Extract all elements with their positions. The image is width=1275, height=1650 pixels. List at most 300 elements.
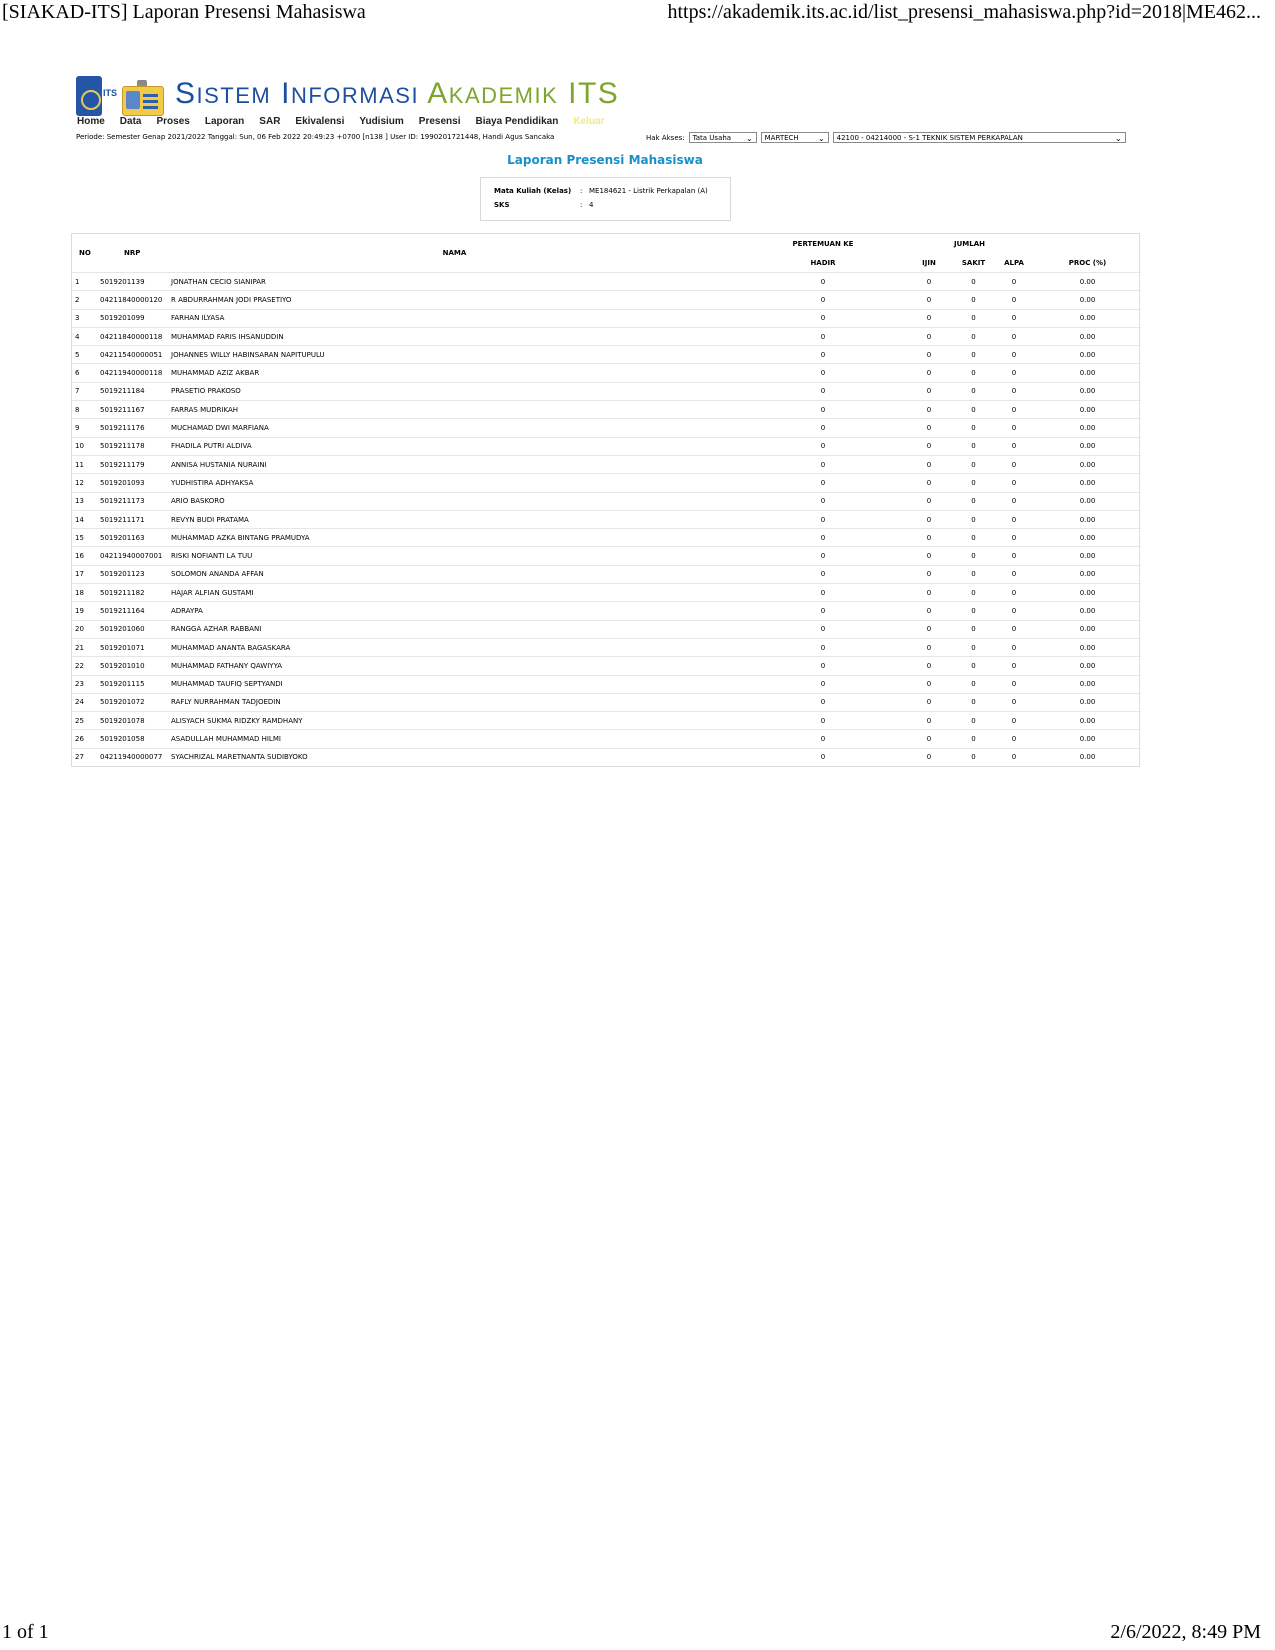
- cell-hadir: 0: [741, 309, 905, 327]
- cell-no: 14: [72, 510, 97, 528]
- cell-nama: RISKI NOFIANTI LA TUU: [168, 547, 741, 565]
- session-info: Periode: Semester Genap 2021/2022 Tanggal: Sun, 06 Feb 2022 20:49:23 +0700 [n138 ] User ID: 1990201721448, Handi Agus Sancaka: [76, 133, 555, 141]
- cell-sakit: 0: [953, 382, 994, 400]
- cell-ijin: 0: [905, 474, 953, 492]
- role-select-value: Tata Usaha: [692, 134, 732, 142]
- cell-hadir: 0: [741, 327, 905, 345]
- col-sakit: SAKIT: [961, 259, 986, 267]
- col-pertemuan: PERTEMUAN KE: [792, 240, 854, 248]
- cell-no: 19: [72, 602, 97, 620]
- cell-nrp: 5019211176: [97, 419, 168, 437]
- col-alpa: ALPA: [1004, 259, 1024, 267]
- cell-nrp: 5019211167: [97, 401, 168, 419]
- cell-proc: 0.00: [1034, 455, 1141, 473]
- cell-alpa: 0: [994, 364, 1034, 382]
- cell-ijin: 0: [905, 364, 953, 382]
- cell-proc: 0.00: [1034, 510, 1141, 528]
- cell-proc: 0.00: [1034, 419, 1141, 437]
- cell-ijin: 0: [905, 620, 953, 638]
- cell-nrp: 5019201093: [97, 474, 168, 492]
- cell-nama: YUDHISTIRA ADHYAKSA: [168, 474, 741, 492]
- cell-hadir: 0: [741, 273, 905, 291]
- chevron-down-icon: ⌄: [745, 134, 753, 143]
- cell-nrp: 5019201071: [97, 638, 168, 656]
- cell-sakit: 0: [953, 547, 994, 565]
- cell-nama: MUHAMMAD FARIS IHSANUDDIN: [168, 327, 741, 345]
- sks-value: 4: [589, 201, 594, 209]
- cell-ijin: 0: [905, 730, 953, 748]
- print-footer: [0, 1620, 1275, 1644]
- cell-alpa: 0: [994, 584, 1034, 602]
- menu-item-home[interactable]: Home: [77, 116, 105, 127]
- cell-alpa: 0: [994, 309, 1034, 327]
- cell-nama: RANGGA AZHAR RABBANI: [168, 620, 741, 638]
- cell-alpa: 0: [994, 565, 1034, 583]
- cell-alpa: 0: [994, 510, 1034, 528]
- its-emblem-icon: [76, 76, 102, 116]
- cell-nama: MUHAMMAD ANANTA BAGASKARA: [168, 638, 741, 656]
- cell-nrp: 5019211182: [97, 584, 168, 602]
- chevron-down-icon: ⌄: [817, 134, 825, 143]
- sks-sep: :: [580, 201, 583, 209]
- cell-ijin: 0: [905, 291, 953, 309]
- menu-item-biaya-pendidikan[interactable]: Biaya Pendidikan: [475, 116, 559, 127]
- cell-hadir: 0: [741, 657, 905, 675]
- cell-nama: MUHAMMAD FATHANY QAWIYYA: [168, 657, 741, 675]
- sks-row: [494, 201, 593, 209]
- cell-proc: 0.00: [1034, 382, 1141, 400]
- cell-hadir: 0: [741, 437, 905, 455]
- cell-nama: MUHAMMAD TAUFIQ SEPTYANDI: [168, 675, 741, 693]
- cell-sakit: 0: [953, 565, 994, 583]
- cell-no: 8: [72, 401, 97, 419]
- table-row: [72, 693, 1141, 711]
- cell-alpa: 0: [994, 437, 1034, 455]
- cell-no: 16: [72, 547, 97, 565]
- cell-alpa: 0: [994, 657, 1034, 675]
- cell-no: 15: [72, 529, 97, 547]
- cell-alpa: 0: [994, 327, 1034, 345]
- cell-proc: 0.00: [1034, 474, 1141, 492]
- menu-item-sar[interactable]: SAR: [259, 116, 281, 127]
- cell-sakit: 0: [953, 584, 994, 602]
- faculty-select[interactable]: [761, 132, 829, 143]
- cell-hadir: 0: [741, 693, 905, 711]
- cell-no: 26: [72, 730, 97, 748]
- cell-hadir: 0: [741, 620, 905, 638]
- cell-sakit: 0: [953, 638, 994, 656]
- cell-sakit: 0: [953, 346, 994, 364]
- cell-nrp: 5019201060: [97, 620, 168, 638]
- cell-proc: 0.00: [1034, 565, 1141, 583]
- cell-hadir: 0: [741, 602, 905, 620]
- table-row: [72, 437, 1141, 455]
- hak-akses-label: Hak Akses:: [646, 133, 685, 142]
- cell-proc: 0.00: [1034, 346, 1141, 364]
- cell-alpa: 0: [994, 419, 1034, 437]
- cell-no: 11: [72, 455, 97, 473]
- cell-nrp: 5019211179: [97, 455, 168, 473]
- cell-sakit: 0: [953, 693, 994, 711]
- cell-ijin: 0: [905, 419, 953, 437]
- cell-proc: 0.00: [1034, 327, 1141, 345]
- cell-hadir: 0: [741, 401, 905, 419]
- cell-ijin: 0: [905, 675, 953, 693]
- cell-ijin: 0: [905, 602, 953, 620]
- cell-sakit: 0: [953, 748, 994, 766]
- print-datetime: 2/6/2022, 8:49 PM: [1110, 1621, 1261, 1643]
- cell-proc: 0.00: [1034, 401, 1141, 419]
- cell-sakit: 0: [953, 712, 994, 730]
- cell-no: 17: [72, 565, 97, 583]
- cell-proc: 0.00: [1034, 547, 1141, 565]
- cell-nama: ARIO BASKORO: [168, 492, 741, 510]
- cell-ijin: 0: [905, 327, 953, 345]
- cell-ijin: 0: [905, 309, 953, 327]
- cell-nama: REVYN BUDI PRATAMA: [168, 510, 741, 528]
- cell-ijin: 0: [905, 455, 953, 473]
- cell-ijin: 0: [905, 565, 953, 583]
- cell-nama: ANNISA HUSTANIA NURAINI: [168, 455, 741, 473]
- table-row: [72, 657, 1141, 675]
- program-select-value: 42100 - 04214000 - S-1 TEKNIK SISTEM PERKAPALAN: [836, 134, 1023, 142]
- cell-nama: SYACHRIZAL MARETNANTA SUDIBYOKO: [168, 748, 741, 766]
- attendance-table-body: [72, 273, 1141, 767]
- cell-proc: 0.00: [1034, 693, 1141, 711]
- cell-no: 23: [72, 675, 97, 693]
- cell-alpa: 0: [994, 620, 1034, 638]
- siakad-logo[interactable]: [76, 74, 620, 118]
- cell-sakit: 0: [953, 474, 994, 492]
- cell-no: 2: [72, 291, 97, 309]
- cell-ijin: 0: [905, 492, 953, 510]
- cell-ijin: 0: [905, 712, 953, 730]
- cell-nrp: 5019211173: [97, 492, 168, 510]
- cell-hadir: 0: [741, 291, 905, 309]
- cell-sakit: 0: [953, 602, 994, 620]
- cell-nama: MUCHAMAD DWI MARFIANA: [168, 419, 741, 437]
- menu-item-laporan[interactable]: Laporan: [204, 116, 245, 127]
- cell-proc: 0.00: [1034, 291, 1141, 309]
- cell-ijin: 0: [905, 510, 953, 528]
- cell-sakit: 0: [953, 273, 994, 291]
- cell-alpa: 0: [994, 712, 1034, 730]
- table-row: [72, 602, 1141, 620]
- cell-sakit: 0: [953, 455, 994, 473]
- table-row: [72, 638, 1141, 656]
- table-row: [72, 364, 1141, 382]
- menu-item-data[interactable]: Data: [119, 116, 142, 127]
- print-page-url: https://akademik.its.ac.id/list_presensi_mahasiswa.php?id=2018|ME462...: [667, 1, 1261, 23]
- table-row: [72, 455, 1141, 473]
- cell-hadir: 0: [741, 748, 905, 766]
- cell-hadir: 0: [741, 529, 905, 547]
- menu-item-keluar[interactable]: Keluar: [573, 116, 605, 127]
- col-blank: [1034, 234, 1141, 254]
- cell-nama: ASADULLAH MUHAMMAD HILMI: [168, 730, 741, 748]
- cell-nama: FARRAS MUDRIKAH: [168, 401, 741, 419]
- cell-hadir: 0: [741, 364, 905, 382]
- cell-hadir: 0: [741, 382, 905, 400]
- table-row: [72, 492, 1141, 510]
- cell-hadir: 0: [741, 547, 905, 565]
- cell-no: 12: [72, 474, 97, 492]
- cell-nama: RAFLY NURRAHMAN TADJOEDIN: [168, 693, 741, 711]
- print-page-title: [SIAKAD-ITS] Laporan Presensi Mahasiswa: [2, 1, 366, 23]
- cell-ijin: 0: [905, 547, 953, 565]
- cell-no: 21: [72, 638, 97, 656]
- print-page-number: 1 of 1: [2, 1621, 49, 1643]
- cell-nama: MUHAMMAD AZKA BINTANG PRAMUDYA: [168, 529, 741, 547]
- cell-sakit: 0: [953, 364, 994, 382]
- cell-hadir: 0: [741, 638, 905, 656]
- cell-hadir: 0: [741, 455, 905, 473]
- cell-hadir: 0: [741, 675, 905, 693]
- table-row: [72, 419, 1141, 437]
- cell-sakit: 0: [953, 529, 994, 547]
- cell-proc: 0.00: [1034, 675, 1141, 693]
- cell-alpa: 0: [994, 291, 1034, 309]
- cell-nrp: 5019211164: [97, 602, 168, 620]
- table-row: [72, 547, 1141, 565]
- table-row: [72, 401, 1141, 419]
- cell-sakit: 0: [953, 419, 994, 437]
- cell-sakit: 0: [953, 492, 994, 510]
- cell-nama: R ABDURRAHMAN JODI PRASETIYO: [168, 291, 741, 309]
- cell-alpa: 0: [994, 492, 1034, 510]
- cell-alpa: 0: [994, 346, 1034, 364]
- menu-item-presensi[interactable]: Presensi: [418, 116, 461, 127]
- cell-nrp: 04211940007001: [97, 547, 168, 565]
- cell-alpa: 0: [994, 748, 1034, 766]
- logo-text: [175, 74, 619, 116]
- cell-sakit: 0: [953, 327, 994, 345]
- col-nama: NAMA: [442, 249, 467, 257]
- cell-proc: 0.00: [1034, 620, 1141, 638]
- cell-nrp: 5019201058: [97, 730, 168, 748]
- cell-ijin: 0: [905, 748, 953, 766]
- cell-no: 24: [72, 693, 97, 711]
- course-info-box: [480, 177, 731, 221]
- cell-ijin: 0: [905, 584, 953, 602]
- col-hadir: HADIR: [810, 259, 836, 267]
- cell-no: 25: [72, 712, 97, 730]
- cell-proc: 0.00: [1034, 529, 1141, 547]
- cell-nama: JOHANNES WILLY HABINSARAN NAPITUPULU: [168, 346, 741, 364]
- cell-nrp: 5019201099: [97, 309, 168, 327]
- cell-no: 3: [72, 309, 97, 327]
- menu-item-ekivalensi[interactable]: Ekivalensi: [295, 116, 345, 127]
- cell-nrp: 04211940000118: [97, 364, 168, 382]
- cell-nrp: 5019201123: [97, 565, 168, 583]
- table-row: [72, 584, 1141, 602]
- hak-akses-bar: [646, 132, 1126, 143]
- cell-alpa: 0: [994, 455, 1034, 473]
- id-card-icon: [122, 80, 162, 114]
- col-jumlah: JUMLAH: [954, 240, 985, 248]
- course-row: [494, 187, 708, 195]
- cell-alpa: 0: [994, 382, 1034, 400]
- table-row: [72, 620, 1141, 638]
- col-no: NO: [79, 249, 91, 257]
- cell-sakit: 0: [953, 291, 994, 309]
- cell-hadir: 0: [741, 712, 905, 730]
- menu-item-yudisium[interactable]: Yudisium: [359, 116, 404, 127]
- cell-sakit: 0: [953, 675, 994, 693]
- cell-hadir: 0: [741, 346, 905, 364]
- program-select[interactable]: [833, 132, 1126, 143]
- cell-no: 4: [72, 327, 97, 345]
- logo-text-content: SISTEM INFORMASI AKADEMIK ITS: [175, 77, 620, 110]
- col-proc: PROC (%): [1068, 259, 1107, 267]
- cell-nrp: 04211840000118: [97, 327, 168, 345]
- cell-nama: MUHAMMAD AZIZ AKBAR: [168, 364, 741, 382]
- sks-label: SKS: [494, 201, 510, 209]
- table-row: [72, 382, 1141, 400]
- cell-alpa: 0: [994, 529, 1034, 547]
- cell-no: 1: [72, 273, 97, 291]
- table-row: [72, 529, 1141, 547]
- course-sep: :: [580, 187, 583, 195]
- cell-ijin: 0: [905, 657, 953, 675]
- cell-alpa: 0: [994, 602, 1034, 620]
- cell-proc: 0.00: [1034, 712, 1141, 730]
- cell-no: 18: [72, 584, 97, 602]
- cell-proc: 0.00: [1034, 657, 1141, 675]
- table-row: [72, 510, 1141, 528]
- cell-nama: ADRAYPA: [168, 602, 741, 620]
- cell-sakit: 0: [953, 510, 994, 528]
- cell-hadir: 0: [741, 584, 905, 602]
- cell-nama: FHADILA PUTRI ALDIVA: [168, 437, 741, 455]
- table-row: [72, 273, 1141, 291]
- table-row: [72, 712, 1141, 730]
- cell-alpa: 0: [994, 730, 1034, 748]
- course-value: ME184621 - Listrik Perkapalan (A): [589, 187, 708, 195]
- main-menu: [77, 116, 619, 127]
- cell-alpa: 0: [994, 693, 1034, 711]
- cell-proc: 0.00: [1034, 364, 1141, 382]
- cell-proc: 0.00: [1034, 748, 1141, 766]
- cell-nama: HAJAR ALFIAN GUSTAMI: [168, 584, 741, 602]
- table-row: [72, 346, 1141, 364]
- cell-sakit: 0: [953, 437, 994, 455]
- cell-proc: 0.00: [1034, 309, 1141, 327]
- cell-proc: 0.00: [1034, 273, 1141, 291]
- chevron-down-icon: ⌄: [1114, 134, 1122, 143]
- cell-nrp: 5019211178: [97, 437, 168, 455]
- table-row: [72, 327, 1141, 345]
- role-select[interactable]: [689, 132, 757, 143]
- cell-no: 13: [72, 492, 97, 510]
- table-row: [72, 748, 1141, 766]
- cell-no: 22: [72, 657, 97, 675]
- cell-nrp: 04211540000051: [97, 346, 168, 364]
- cell-sakit: 0: [953, 730, 994, 748]
- cell-no: 10: [72, 437, 97, 455]
- cell-no: 7: [72, 382, 97, 400]
- cell-proc: 0.00: [1034, 584, 1141, 602]
- table-row: [72, 474, 1141, 492]
- cell-nama: SOLOMON ANANDA AFFAN: [168, 565, 741, 583]
- cell-alpa: 0: [994, 273, 1034, 291]
- table-row: [72, 291, 1141, 309]
- cell-ijin: 0: [905, 401, 953, 419]
- cell-nrp: 5019201115: [97, 675, 168, 693]
- cell-sakit: 0: [953, 620, 994, 638]
- cell-ijin: 0: [905, 382, 953, 400]
- cell-nama: ALISYACH SUKMA RIDZKY RAMDHANY: [168, 712, 741, 730]
- cell-ijin: 0: [905, 437, 953, 455]
- table-row: [72, 309, 1141, 327]
- col-nrp: NRP: [124, 249, 141, 257]
- cell-nrp: 5019211171: [97, 510, 168, 528]
- cell-alpa: 0: [994, 675, 1034, 693]
- cell-hadir: 0: [741, 474, 905, 492]
- cell-proc: 0.00: [1034, 602, 1141, 620]
- cell-alpa: 0: [994, 547, 1034, 565]
- cell-ijin: 0: [905, 693, 953, 711]
- attendance-table: [71, 233, 1140, 767]
- cell-nrp: 5019201163: [97, 529, 168, 547]
- cell-nrp: 5019201010: [97, 657, 168, 675]
- cell-sakit: 0: [953, 309, 994, 327]
- cell-no: 9: [72, 419, 97, 437]
- cell-sakit: 0: [953, 657, 994, 675]
- cell-sakit: 0: [953, 401, 994, 419]
- cell-ijin: 0: [905, 346, 953, 364]
- cell-alpa: 0: [994, 401, 1034, 419]
- cell-nrp: 5019201072: [97, 693, 168, 711]
- report-title: Laporan Presensi Mahasiswa: [507, 153, 703, 167]
- cell-proc: 0.00: [1034, 730, 1141, 748]
- cell-proc: 0.00: [1034, 638, 1141, 656]
- cell-hadir: 0: [741, 730, 905, 748]
- cell-nrp: 04211840000120: [97, 291, 168, 309]
- print-header: [0, 0, 1275, 26]
- cell-hadir: 0: [741, 492, 905, 510]
- its-mini-label: ITS: [103, 88, 118, 98]
- cell-ijin: 0: [905, 529, 953, 547]
- faculty-select-value: MARTECH: [764, 134, 799, 142]
- cell-nrp: 5019201078: [97, 712, 168, 730]
- cell-nama: JONATHAN CECIO SIANIPAR: [168, 273, 741, 291]
- cell-hadir: 0: [741, 419, 905, 437]
- col-ijin: IJIN: [922, 259, 936, 267]
- cell-nrp: 04211940000077: [97, 748, 168, 766]
- cell-nrp: 5019201139: [97, 273, 168, 291]
- menu-item-proses[interactable]: Proses: [156, 116, 190, 127]
- cell-nama: PRASETIO PRAKOSO: [168, 382, 741, 400]
- cell-proc: 0.00: [1034, 437, 1141, 455]
- cell-no: 5: [72, 346, 97, 364]
- cell-no: 20: [72, 620, 97, 638]
- table-row: [72, 565, 1141, 583]
- cell-alpa: 0: [994, 474, 1034, 492]
- cell-ijin: 0: [905, 273, 953, 291]
- course-label: Mata Kuliah (Kelas): [494, 187, 572, 195]
- cell-alpa: 0: [994, 638, 1034, 656]
- cell-nrp: 5019211184: [97, 382, 168, 400]
- cell-nama: FARHAN ILYASA: [168, 309, 741, 327]
- table-row: [72, 730, 1141, 748]
- cell-hadir: 0: [741, 510, 905, 528]
- table-row: [72, 675, 1141, 693]
- cell-proc: 0.00: [1034, 492, 1141, 510]
- cell-no: 6: [72, 364, 97, 382]
- cell-ijin: 0: [905, 638, 953, 656]
- cell-no: 27: [72, 748, 97, 766]
